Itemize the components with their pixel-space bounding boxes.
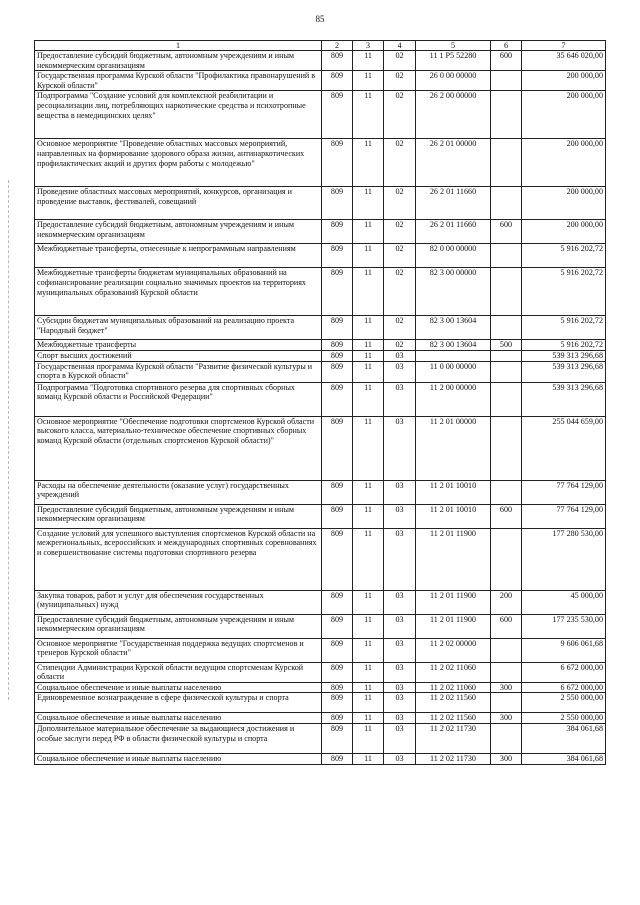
row-amount-cell: 9 606 061,68: [522, 638, 606, 662]
row-subsection-cell: 03: [384, 590, 416, 614]
row-name-cell: Социальное обеспечение и иные выплаты населению: [35, 682, 322, 693]
table-row: [35, 504, 606, 528]
margin-fold-line: [8, 180, 9, 700]
row-name-cell: Подпрограмма "Подготовка спортивного резерва для спортивных сборных команд Курской области и Российской Федерации": [35, 382, 322, 416]
row-expense-type-cell: 200: [491, 590, 522, 614]
row-name-cell: Межбюджетные трансферты бюджетам муниципальных образований на софинансирование реализации социально значимых проектов на территориях муниципальных образований Курской области: [35, 268, 322, 316]
table-row: [35, 416, 606, 480]
row-name-cell: Расходы на обеспечение деятельности (оказание услуг) государственных учреждений: [35, 480, 322, 504]
table-row: [35, 713, 606, 724]
row-target-article-cell: 11 2 02 00000: [416, 638, 491, 662]
row-admin-code-cell: 809: [322, 480, 353, 504]
row-amount-cell: 200 000,00: [522, 71, 606, 91]
row-section-cell: 11: [353, 682, 384, 693]
row-amount-cell: 45 000,00: [522, 590, 606, 614]
row-section-cell: 11: [353, 614, 384, 638]
row-amount-cell: 539 313 296,68: [522, 382, 606, 416]
row-amount-cell: 77 764 129,00: [522, 504, 606, 528]
row-expense-type-cell: 600: [491, 504, 522, 528]
row-section-cell: 11: [353, 316, 384, 340]
row-expense-type-cell: [491, 480, 522, 504]
table-row: [35, 693, 606, 713]
page-number: 85: [315, 14, 325, 24]
row-admin-code-cell: 809: [322, 382, 353, 416]
row-subsection-cell: 02: [384, 139, 416, 187]
row-amount-cell: 6 672 000,00: [522, 682, 606, 693]
row-section-cell: 11: [353, 187, 384, 220]
table-row: [35, 590, 606, 614]
row-expense-type-cell: [491, 268, 522, 316]
row-subsection-cell: 03: [384, 528, 416, 590]
row-section-cell: 11: [353, 723, 384, 753]
row-expense-type-cell: 600: [491, 51, 522, 71]
row-amount-cell: 5 916 202,72: [522, 268, 606, 316]
row-amount-cell: 384 061,68: [522, 723, 606, 753]
row-target-article-cell: 26 2 01 00000: [416, 139, 491, 187]
row-section-cell: 11: [353, 71, 384, 91]
row-expense-type-cell: [491, 528, 522, 590]
row-amount-cell: 5 916 202,72: [522, 244, 606, 268]
row-name-cell: Предоставление субсидий бюджетным, автономным учреждениям и иным некоммерческим организациям: [35, 504, 322, 528]
row-name-cell: Социальное обеспечение и иные выплаты населению: [35, 713, 322, 724]
row-name-cell: Единовременное вознаграждение в сфере физической культуры и спорта: [35, 693, 322, 713]
row-target-article-cell: 11 0 00 00000: [416, 361, 491, 382]
row-amount-cell: 200 000,00: [522, 220, 606, 244]
row-section-cell: 11: [353, 220, 384, 244]
row-subsection-cell: 03: [384, 753, 416, 764]
table-row: [35, 753, 606, 764]
column-header-5: 5: [416, 41, 491, 51]
row-expense-type-cell: [491, 244, 522, 268]
row-expense-type-cell: 300: [491, 713, 522, 724]
row-section-cell: 11: [353, 382, 384, 416]
row-name-cell: Стипендии Администрации Курской области ведущим спортсменам Курской области: [35, 662, 322, 682]
row-section-cell: 11: [353, 268, 384, 316]
row-admin-code-cell: 809: [322, 713, 353, 724]
row-admin-code-cell: 809: [322, 753, 353, 764]
row-target-article-cell: 26 0 00 00000: [416, 71, 491, 91]
row-name-cell: Основное мероприятие "Обеспечение подготовки спортсменов Курской области высокого класса, материально-техническое обеспечение спортивных сборных команд Курской области (отдельных спортсменов Курской области)": [35, 416, 322, 480]
column-header-4: 4: [384, 41, 416, 51]
row-admin-code-cell: 809: [322, 590, 353, 614]
row-expense-type-cell: [491, 693, 522, 713]
row-target-article-cell: 26 2 01 11660: [416, 220, 491, 244]
row-expense-type-cell: [491, 638, 522, 662]
row-target-article-cell: 11 2 01 11900: [416, 614, 491, 638]
row-amount-cell: 2 550 000,00: [522, 693, 606, 713]
row-section-cell: 11: [353, 244, 384, 268]
row-section-cell: 11: [353, 662, 384, 682]
row-subsection-cell: 03: [384, 662, 416, 682]
table-row: [35, 244, 606, 268]
row-admin-code-cell: 809: [322, 528, 353, 590]
row-target-article-cell: 11 2 01 00000: [416, 416, 491, 480]
row-target-article-cell: 11 2 02 11060: [416, 662, 491, 682]
row-target-article-cell: 11 2 01 10010: [416, 480, 491, 504]
row-expense-type-cell: 300: [491, 753, 522, 764]
row-admin-code-cell: 809: [322, 71, 353, 91]
row-section-cell: 11: [353, 361, 384, 382]
row-admin-code-cell: 809: [322, 220, 353, 244]
row-amount-cell: 384 061,68: [522, 753, 606, 764]
row-name-cell: Основное мероприятие "Государственная поддержка ведущих спортсменов и тренеров Курской области": [35, 638, 322, 662]
row-target-article-cell: 11 2 02 11730: [416, 753, 491, 764]
table-row: [35, 139, 606, 187]
row-section-cell: 11: [353, 753, 384, 764]
row-amount-cell: 200 000,00: [522, 91, 606, 139]
row-admin-code-cell: 809: [322, 682, 353, 693]
row-expense-type-cell: [491, 316, 522, 340]
row-admin-code-cell: 809: [322, 244, 353, 268]
row-expense-type-cell: [491, 382, 522, 416]
row-subsection-cell: 03: [384, 504, 416, 528]
row-subsection-cell: 03: [384, 350, 416, 361]
table-row: [35, 723, 606, 753]
row-expense-type-cell: [491, 91, 522, 139]
row-target-article-cell: 26 2 00 00000: [416, 91, 491, 139]
table-row: [35, 614, 606, 638]
row-expense-type-cell: [491, 723, 522, 753]
row-expense-type-cell: [491, 71, 522, 91]
row-subsection-cell: 03: [384, 361, 416, 382]
row-subsection-cell: 03: [384, 723, 416, 753]
row-admin-code-cell: 809: [322, 350, 353, 361]
table-row: [35, 316, 606, 340]
row-subsection-cell: 03: [384, 682, 416, 693]
table-row: [35, 480, 606, 504]
row-name-cell: Межбюджетные трансферты: [35, 340, 322, 351]
row-subsection-cell: 02: [384, 220, 416, 244]
row-amount-cell: 200 000,00: [522, 187, 606, 220]
row-amount-cell: 5 916 202,72: [522, 340, 606, 351]
row-admin-code-cell: 809: [322, 187, 353, 220]
column-header-2: 2: [322, 41, 353, 51]
row-admin-code-cell: 809: [322, 504, 353, 528]
row-expense-type-cell: [491, 350, 522, 361]
column-header-6: 6: [491, 41, 522, 51]
row-admin-code-cell: 809: [322, 268, 353, 316]
row-expense-type-cell: 600: [491, 220, 522, 244]
row-section-cell: 11: [353, 638, 384, 662]
row-target-article-cell: 11 2 02 11060: [416, 682, 491, 693]
row-expense-type-cell: 500: [491, 340, 522, 351]
row-subsection-cell: 02: [384, 51, 416, 71]
row-expense-type-cell: 300: [491, 682, 522, 693]
row-target-article-cell: 11 2 01 11900: [416, 528, 491, 590]
table-row: [35, 71, 606, 91]
row-admin-code-cell: 809: [322, 340, 353, 351]
row-name-cell: Подпрограмма "Создание условий для комплексной реабилитации и ресоциализации лиц, потребляющих наркотические средства и психотропные вещества в немедицинских целях": [35, 91, 322, 139]
row-subsection-cell: 02: [384, 71, 416, 91]
row-subsection-cell: 02: [384, 316, 416, 340]
row-subsection-cell: 03: [384, 614, 416, 638]
row-section-cell: 11: [353, 480, 384, 504]
row-amount-cell: 255 044 659,00: [522, 416, 606, 480]
row-subsection-cell: 03: [384, 638, 416, 662]
table-row: [35, 662, 606, 682]
row-amount-cell: 35 646 020,00: [522, 51, 606, 71]
row-subsection-cell: 02: [384, 244, 416, 268]
row-name-cell: Создание условий для успешного выступления спортсменов Курской области на межрегиональных, всероссийских и международных спортивных соревнованиях и совершенствование системы подготовки спортивного резерва: [35, 528, 322, 590]
row-name-cell: Закупка товаров, работ и услуг для обеспечения государственных (муниципальных) нужд: [35, 590, 322, 614]
row-subsection-cell: 02: [384, 187, 416, 220]
row-subsection-cell: 02: [384, 268, 416, 316]
row-admin-code-cell: 809: [322, 51, 353, 71]
row-admin-code-cell: 809: [322, 91, 353, 139]
row-name-cell: Предоставление субсидий бюджетным, автономным учреждениям и иным некоммерческим организациям: [35, 220, 322, 244]
row-amount-cell: 77 764 129,00: [522, 480, 606, 504]
row-target-article-cell: 82 0 00 00000: [416, 244, 491, 268]
row-admin-code-cell: 809: [322, 693, 353, 713]
table-row: [35, 220, 606, 244]
row-amount-cell: 177 235 530,00: [522, 614, 606, 638]
table-row: [35, 268, 606, 316]
budget-table: [34, 40, 606, 765]
row-name-cell: Социальное обеспечение и иные выплаты населению: [35, 753, 322, 764]
row-subsection-cell: 02: [384, 91, 416, 139]
row-subsection-cell: 03: [384, 480, 416, 504]
row-section-cell: 11: [353, 693, 384, 713]
row-target-article-cell: [416, 350, 491, 361]
row-admin-code-cell: 809: [322, 361, 353, 382]
row-admin-code-cell: 809: [322, 638, 353, 662]
row-subsection-cell: 03: [384, 416, 416, 480]
row-expense-type-cell: [491, 187, 522, 220]
row-name-cell: Основное мероприятие "Проведение областных массовых мероприятий, направленных на формирование здорового образа жизни, антинаркотических профилактических акций и других форм работы с молодежью": [35, 139, 322, 187]
row-target-article-cell: 11 2 01 10010: [416, 504, 491, 528]
row-amount-cell: 2 550 000,00: [522, 713, 606, 724]
column-number-row: [35, 41, 606, 51]
row-target-article-cell: 26 2 01 11660: [416, 187, 491, 220]
row-name-cell: Проведение областных массовых мероприятий, конкурсов, организация и проведение выставок, фестивалей, совещаний: [35, 187, 322, 220]
table-row: [35, 528, 606, 590]
row-section-cell: 11: [353, 350, 384, 361]
row-name-cell: Предоставление субсидий бюджетным, автономным учреждениям и иным некоммерческим организациям: [35, 51, 322, 71]
row-target-article-cell: 11 2 02 11560: [416, 693, 491, 713]
row-admin-code-cell: 809: [322, 614, 353, 638]
row-admin-code-cell: 809: [322, 662, 353, 682]
table-row: [35, 382, 606, 416]
row-amount-cell: 539 313 296,68: [522, 350, 606, 361]
row-section-cell: 11: [353, 528, 384, 590]
row-section-cell: 11: [353, 340, 384, 351]
row-name-cell: Субсидии бюджетам муниципальных образований на реализацию проекта "Народный бюджет": [35, 316, 322, 340]
row-name-cell: Предоставление субсидий бюджетным, автономным учреждениям и иным некоммерческим организациям: [35, 614, 322, 638]
row-target-article-cell: 82 3 00 00000: [416, 268, 491, 316]
row-amount-cell: 539 313 296,68: [522, 361, 606, 382]
column-header-1: 1: [35, 41, 322, 51]
table-body: [35, 51, 606, 765]
row-amount-cell: 6 672 000,00: [522, 662, 606, 682]
row-name-cell: Межбюджетные трансферты, отнесенные к непрограммным направлениям: [35, 244, 322, 268]
table-row: [35, 638, 606, 662]
row-admin-code-cell: 809: [322, 723, 353, 753]
row-name-cell: Дополнительное материальное обеспечение за выдающиеся достижения и особые заслуги перед РФ в области физической культуры и спорта: [35, 723, 322, 753]
row-expense-type-cell: [491, 662, 522, 682]
row-amount-cell: 5 916 202,72: [522, 316, 606, 340]
row-target-article-cell: 11 2 02 11560: [416, 713, 491, 724]
row-admin-code-cell: 809: [322, 316, 353, 340]
row-target-article-cell: 82 3 00 13604: [416, 316, 491, 340]
row-subsection-cell: 03: [384, 693, 416, 713]
row-section-cell: 11: [353, 504, 384, 528]
table-row: [35, 340, 606, 351]
table-row: [35, 91, 606, 139]
row-expense-type-cell: [491, 361, 522, 382]
row-section-cell: 11: [353, 139, 384, 187]
table-row: [35, 682, 606, 693]
row-target-article-cell: 11 1 P5 52280: [416, 51, 491, 71]
column-header-3: 3: [353, 41, 384, 51]
row-admin-code-cell: 809: [322, 139, 353, 187]
row-section-cell: 11: [353, 91, 384, 139]
row-target-article-cell: 82 3 00 13604: [416, 340, 491, 351]
row-admin-code-cell: 809: [322, 416, 353, 480]
row-name-cell: Спорт высших достижений: [35, 350, 322, 361]
column-header-7: 7: [522, 41, 606, 51]
row-section-cell: 11: [353, 51, 384, 71]
row-subsection-cell: 03: [384, 713, 416, 724]
row-target-article-cell: 11 2 00 00000: [416, 382, 491, 416]
table-row: [35, 187, 606, 220]
row-section-cell: 11: [353, 416, 384, 480]
row-subsection-cell: 03: [384, 382, 416, 416]
row-name-cell: Государственная программа Курской области "Развитие физической культуры и спорта в Курской области": [35, 361, 322, 382]
row-target-article-cell: 11 2 01 11900: [416, 590, 491, 614]
row-expense-type-cell: 600: [491, 614, 522, 638]
table-row: [35, 361, 606, 382]
row-amount-cell: 177 280 530,00: [522, 528, 606, 590]
row-expense-type-cell: [491, 139, 522, 187]
row-subsection-cell: 02: [384, 340, 416, 351]
row-amount-cell: 200 000,00: [522, 139, 606, 187]
row-target-article-cell: 11 2 02 11730: [416, 723, 491, 753]
row-name-cell: Государственная программа Курской области "Профилактика правонарушений в Курской области": [35, 71, 322, 91]
row-expense-type-cell: [491, 416, 522, 480]
row-section-cell: 11: [353, 590, 384, 614]
table-row: [35, 51, 606, 71]
table-row: [35, 350, 606, 361]
row-section-cell: 11: [353, 713, 384, 724]
